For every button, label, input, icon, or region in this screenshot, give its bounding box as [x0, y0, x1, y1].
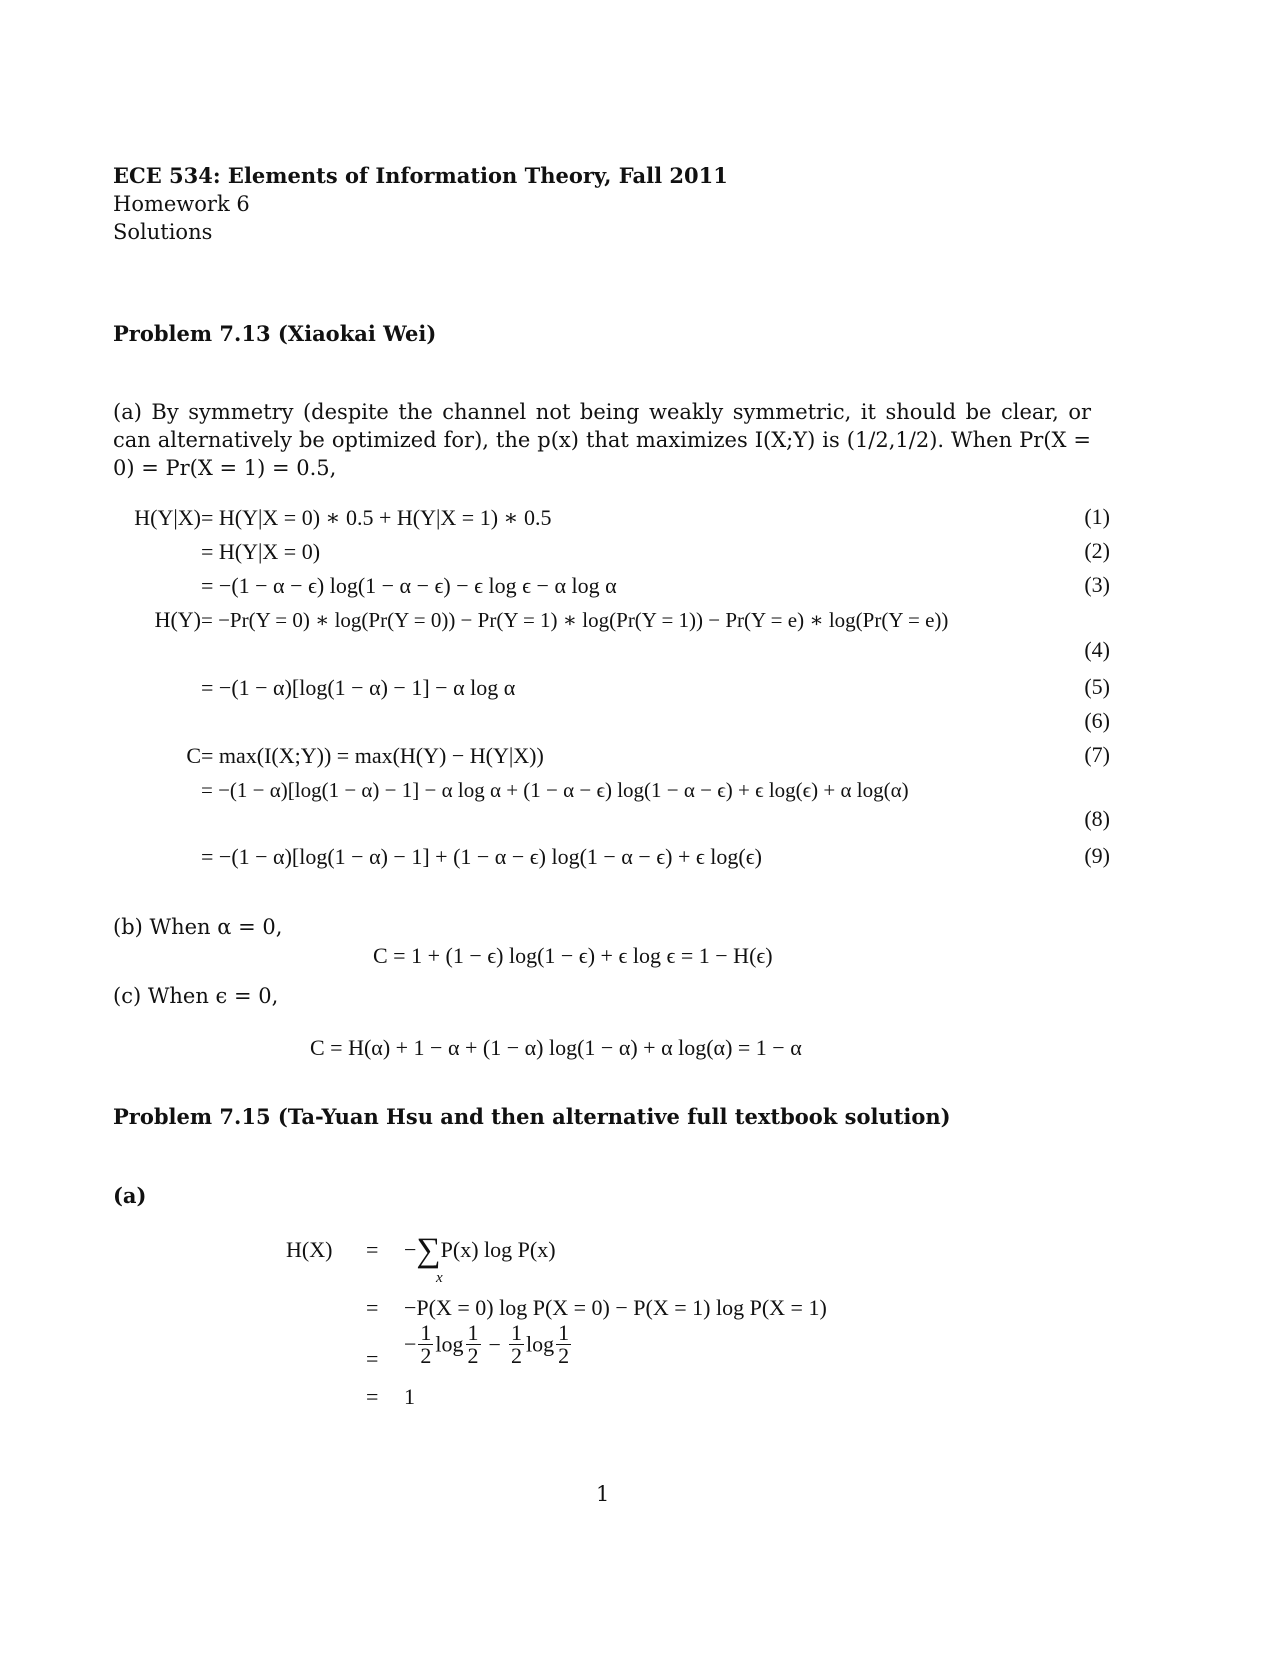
equation-rhs: = −Pr(Y = 0) ∗ log(Pr(Y = 0)) − Pr(Y = 1) ∗ log(Pr(Y = 1)) − Pr(Y = e) ∗ log(Pr(Y = e)) [201, 608, 949, 632]
equation-rhs: = max(I(X;Y)) = max(H(Y) − H(Y|X)) [201, 743, 544, 768]
part-c-equation: C = H(α) + 1 − α + (1 − α) log(1 − α) + α log(α) = 1 − α [310, 1035, 802, 1060]
hx-lhs: H(X) [286, 1237, 333, 1262]
fraction-half: $\frac{1}{2}$ [420, 1320, 432, 1368]
equation-number: (6) [1084, 708, 1110, 733]
page-number: 1 [596, 1482, 610, 1506]
equation-number: (1) [1084, 504, 1110, 529]
fraction-half: $\frac{1}{2}$ [510, 1320, 522, 1368]
equals-sign: = [366, 1384, 379, 1409]
part-a-paragraph: (a) By symmetry (despite the channel not being weakly symmetric, it should be clear, or can alternatively be optimized for), the p(x) that maximizes I(X;Y) is (1/2,1/2). When Pr(X = 0) = Pr(X = 1) = 0.5, [113, 400, 1091, 480]
problem-heading: Problem 7.13 (Xiaokai Wei) [113, 321, 437, 346]
part-b-label: (b) When α = 0, [113, 915, 283, 939]
equation-rhs: = −(1 − α − ϵ) log(1 − α − ϵ) − ϵ log ϵ − α log α [201, 573, 617, 598]
sum-term: P(x) log P(x) [440, 1237, 556, 1262]
equation-number: (2) [1084, 538, 1110, 563]
equation-lhs: H(Y) [154, 607, 201, 632]
problem-heading: Problem 7.15 (Ta-Yuan Hsu and then alternative full textbook solution) [113, 1104, 951, 1129]
fraction-half: $\frac{1}{2}$ [467, 1320, 479, 1368]
equation-number: (8) [1084, 806, 1110, 831]
result-value: 1 [404, 1384, 415, 1409]
minus-sign: − [404, 1331, 417, 1357]
expanded-sum: −P(X = 0) log P(X = 0) − P(X = 1) log P(X = 1) [404, 1295, 827, 1320]
homework-label: Homework 6 [113, 192, 250, 216]
solutions-label: Solutions [113, 220, 213, 244]
equation-rhs: = −(1 − α)[log(1 − α) − 1] − α log α + (1 − α − ϵ) log(1 − α − ϵ) + ϵ log(ϵ) + α log(α) [201, 778, 909, 802]
minus-sign: − [404, 1237, 417, 1262]
equals-sign: = [366, 1346, 379, 1371]
equation-rhs: = −(1 − α)[log(1 − α) − 1] + (1 − α − ϵ) log(1 − α − ϵ) + ϵ log(ϵ) [201, 844, 762, 869]
equation-lhs: H(Y|X) [134, 505, 201, 530]
equals-sign: = [366, 1237, 379, 1262]
equation-rhs: = H(Y|X = 0) [201, 539, 321, 564]
equation-number: (7) [1084, 742, 1110, 767]
equation-rhs: = −(1 − α)[log(1 − α) − 1] − α log α [201, 675, 516, 700]
equation-number: (9) [1084, 843, 1110, 868]
part-a-label: (a) [113, 1183, 147, 1208]
equation-rhs: = H(Y|X = 0) ∗ 0.5 + H(Y|X = 1) ∗ 0.5 [201, 505, 552, 530]
equals-sign: = [366, 1295, 379, 1320]
equation-lhs: C [186, 743, 201, 768]
minus-sign: − [488, 1331, 501, 1357]
log-label: log [435, 1331, 464, 1357]
course-title: ECE 534: Elements of Information Theory, Fall 2011 [113, 163, 728, 188]
sum-subscript: x [436, 1270, 443, 1286]
fraction-half: $\frac{1}{2}$ [558, 1320, 570, 1368]
fraction-line [404, 1322, 573, 1367]
log-label: log [525, 1331, 555, 1357]
equation-number: (3) [1084, 572, 1110, 597]
part-b-equation: C = 1 + (1 − ϵ) log(1 − ϵ) + ϵ log ϵ = 1 − H(ϵ) [373, 943, 773, 968]
sum-line [404, 1232, 556, 1269]
equation-number: (5) [1084, 674, 1110, 699]
equation-number: (4) [1084, 637, 1110, 662]
part-c-label: (c) When ϵ = 0, [113, 984, 279, 1008]
sigma-icon: ∑ [416, 1232, 441, 1269]
